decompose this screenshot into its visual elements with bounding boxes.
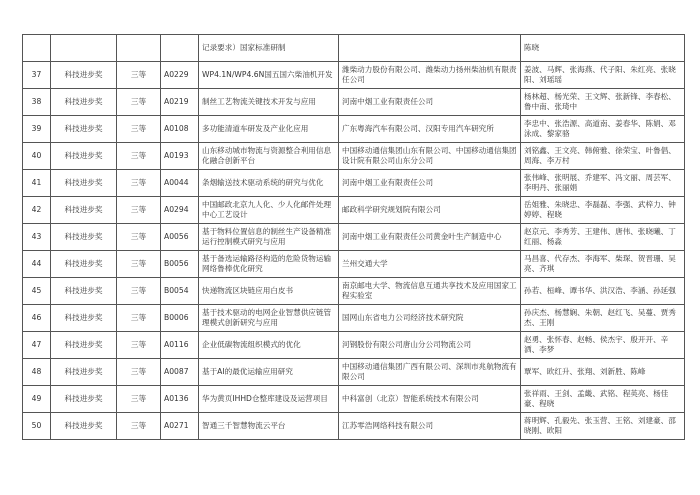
cell-code: A0193 <box>161 143 199 170</box>
cell-unit: 河南中烟工业有限责任公司 <box>339 170 521 197</box>
cell-code: A0229 <box>161 62 199 89</box>
cell-grade: 三等 <box>117 224 161 251</box>
cell-grade: 三等 <box>117 305 161 332</box>
cell-number: 43 <box>23 224 51 251</box>
awards-sheet <box>22 34 684 440</box>
cell-code: A0087 <box>161 359 199 386</box>
cell-award-type: 科技进步奖 <box>51 224 117 251</box>
cell-unit: 中科富创（北京）智能系统技术有限公司 <box>339 386 521 413</box>
cell-unit: 兰州交通大学 <box>339 251 521 278</box>
cell-people: 刘铭鑫、王文亮、韩俯雅、徐荣宝、叶鲁倡、周海、李万村 <box>521 143 685 170</box>
cell-code: A0136 <box>161 386 199 413</box>
cell-grade: 三等 <box>117 143 161 170</box>
cell-project-title: 企业低碳物流组织模式的优化 <box>199 332 339 359</box>
cell-unit: 南京邮电大学、物流信息互通共享技术及应用国家工程实验室 <box>339 278 521 305</box>
cell-unit: 中国移动通信集团广西有限公司、深圳市兆航物流有限公司 <box>339 359 521 386</box>
cell-project-title: 基于备选运输路径构造的危险货物运输网络鲁棒优化研究 <box>199 251 339 278</box>
cell-unit: 河南中烟工业有限责任公司黄金叶生产制造中心 <box>339 224 521 251</box>
cell-number: 47 <box>23 332 51 359</box>
cell-people: 张祥雨、王剑、孟畿、武铭、程英亮、杨佳豪、程晓 <box>521 386 685 413</box>
cell-code: A0044 <box>161 170 199 197</box>
cell-grade: 三等 <box>117 62 161 89</box>
cell-award-type: 科技进步奖 <box>51 89 117 116</box>
cell-grade <box>117 35 161 62</box>
cell-people: 岳姐雅、朱晓忠、李磊磊、李强、武梓力、钟婷婷、程晓 <box>521 197 685 224</box>
table-row <box>23 116 685 143</box>
cell-project-title: 华为黄页IHHD仓整库建设及运营项目 <box>199 386 339 413</box>
cell-number: 49 <box>23 386 51 413</box>
cell-award-type: 科技进步奖 <box>51 170 117 197</box>
cell-award-type: 科技进步奖 <box>51 413 117 440</box>
cell-award-type: 科技进步奖 <box>51 386 117 413</box>
awards-table-body <box>23 35 685 440</box>
cell-people: 赵京元、李秀芳、王建伟、唐伟、张晓曦、丁红丽、杨淼 <box>521 224 685 251</box>
cell-number: 39 <box>23 116 51 143</box>
cell-code: A0108 <box>161 116 199 143</box>
cell-number: 50 <box>23 413 51 440</box>
cell-number: 38 <box>23 89 51 116</box>
cell-project-title: 记录要求）国家标准研制 <box>199 35 339 62</box>
cell-code: A0116 <box>161 332 199 359</box>
cell-code: B0054 <box>161 278 199 305</box>
cell-grade: 三等 <box>117 332 161 359</box>
cell-code: A0294 <box>161 197 199 224</box>
cell-project-title: 山东移动城市物流与资源整合利用信息化融合创新平台 <box>199 143 339 170</box>
cell-award-type: 科技进步奖 <box>51 305 117 332</box>
cell-award-type: 科技进步奖 <box>51 197 117 224</box>
cell-people: 孙庆杰、杨慧娴、朱朝、赵红飞、吴蔓、贾秀杰、王刚 <box>521 305 685 332</box>
cell-grade: 三等 <box>117 278 161 305</box>
cell-unit: 河钢股份有限公司唐山分公司物流公司 <box>339 332 521 359</box>
cell-code: A0056 <box>161 224 199 251</box>
cell-people: 蒋明辉、孔毅先、张玉营、王铭、刘建豪、邵晓刚、欧阳 <box>521 413 685 440</box>
cell-people: 马昌喜、代存杰、李海军、柴琛、贺晋珊、吴亮、齐琪 <box>521 251 685 278</box>
cell-code: A0219 <box>161 89 199 116</box>
cell-unit: 中国移动通信集团山东有限公司、中国移动通信集团设计院有限公司山东分公司 <box>339 143 521 170</box>
cell-grade: 三等 <box>117 359 161 386</box>
awards-table <box>22 34 685 440</box>
cell-number: 37 <box>23 62 51 89</box>
cell-project-title: WP4.1N/WP4.6N国五国六柴油机开发 <box>199 62 339 89</box>
table-row <box>23 89 685 116</box>
cell-unit: 江苏零浩网络科技有限公司 <box>339 413 521 440</box>
continuation-row <box>23 35 685 62</box>
cell-project-title: 多功能清道车研发及产业化应用 <box>199 116 339 143</box>
cell-award-type: 科技进步奖 <box>51 359 117 386</box>
cell-number: 44 <box>23 251 51 278</box>
cell-unit: 潍柴动力股份有限公司、潍柴动力扬州柴油机有限责任公司 <box>339 62 521 89</box>
cell-number <box>23 35 51 62</box>
table-row <box>23 386 685 413</box>
table-row <box>23 170 685 197</box>
cell-number: 48 <box>23 359 51 386</box>
cell-project-title: 快递物流区块链应用白皮书 <box>199 278 339 305</box>
cell-project-title: 制丝工艺物流关键技术开发与应用 <box>199 89 339 116</box>
cell-project-title: 中国邮政北京九人化、少人化邮件处理中心工艺设计 <box>199 197 339 224</box>
cell-project-title: 基于物料位置信息的制丝生产设备精准运行控制模式研究与应用 <box>199 224 339 251</box>
cell-grade: 三等 <box>117 170 161 197</box>
cell-number: 40 <box>23 143 51 170</box>
cell-project-title: 智通三千智慧物流云平台 <box>199 413 339 440</box>
table-row <box>23 143 685 170</box>
cell-award-type: 科技进步奖 <box>51 116 117 143</box>
table-row <box>23 413 685 440</box>
cell-award-type: 科技进步奖 <box>51 251 117 278</box>
cell-grade: 三等 <box>117 89 161 116</box>
cell-grade: 三等 <box>117 116 161 143</box>
cell-award-type: 科技进步奖 <box>51 278 117 305</box>
table-row <box>23 332 685 359</box>
cell-unit <box>339 35 521 62</box>
cell-grade: 三等 <box>117 251 161 278</box>
cell-award-type: 科技进步奖 <box>51 332 117 359</box>
table-row <box>23 197 685 224</box>
cell-project-title: 基于技术驱动的电网企业智慧供应链管理模式创新研究与应用 <box>199 305 339 332</box>
table-row <box>23 224 685 251</box>
cell-grade: 三等 <box>117 386 161 413</box>
cell-unit: 国网山东省电力公司经济技术研究院 <box>339 305 521 332</box>
cell-people: 赵勇、张怀春、赵畅、侯杰宇、殷开开、辛洒、李梦 <box>521 332 685 359</box>
cell-number: 42 <box>23 197 51 224</box>
table-row <box>23 278 685 305</box>
cell-code <box>161 35 199 62</box>
cell-number: 46 <box>23 305 51 332</box>
table-row <box>23 251 685 278</box>
cell-unit: 河南中烟工业有限责任公司 <box>339 89 521 116</box>
cell-people: 姜波、马辉、张海燕、代子阳、朱红亮、张晓阳、刘瑶瑶 <box>521 62 685 89</box>
cell-code: B0056 <box>161 251 199 278</box>
cell-people: 陈晓 <box>521 35 685 62</box>
cell-people: 孙若、桓峰、谭书华、洪汉浩、李涵、孙延强 <box>521 278 685 305</box>
cell-award-type: 科技进步奖 <box>51 143 117 170</box>
cell-award-type <box>51 35 117 62</box>
cell-unit: 邮政科学研究规划院有限公司 <box>339 197 521 224</box>
cell-people: 杨林超、杨光荣、王文辉、张新锋、李春松、鲁中南、张琦中 <box>521 89 685 116</box>
cell-number: 41 <box>23 170 51 197</box>
cell-code: A0271 <box>161 413 199 440</box>
cell-unit: 广东粤海汽车有限公司、汉阳专用汽车研究所 <box>339 116 521 143</box>
cell-people: 覃军、欧红升、张翔、刘新胜、陈峰 <box>521 359 685 386</box>
cell-project-title: 条烟输送技术驱动系统的研究与优化 <box>199 170 339 197</box>
cell-project-title: 基于AI的最优运输应用研究 <box>199 359 339 386</box>
cell-number: 45 <box>23 278 51 305</box>
table-row <box>23 305 685 332</box>
cell-grade: 三等 <box>117 413 161 440</box>
table-row <box>23 359 685 386</box>
cell-people: 李忠中、张浩源、高道南、姜春华、陈娟、邓泳成、黎家骆 <box>521 116 685 143</box>
cell-code: B0006 <box>161 305 199 332</box>
table-row <box>23 62 685 89</box>
cell-people: 张伟峰、张明展、乔建军、冯文丽、周芸军、李明丹、张丽娟 <box>521 170 685 197</box>
cell-award-type: 科技进步奖 <box>51 62 117 89</box>
cell-grade: 三等 <box>117 197 161 224</box>
